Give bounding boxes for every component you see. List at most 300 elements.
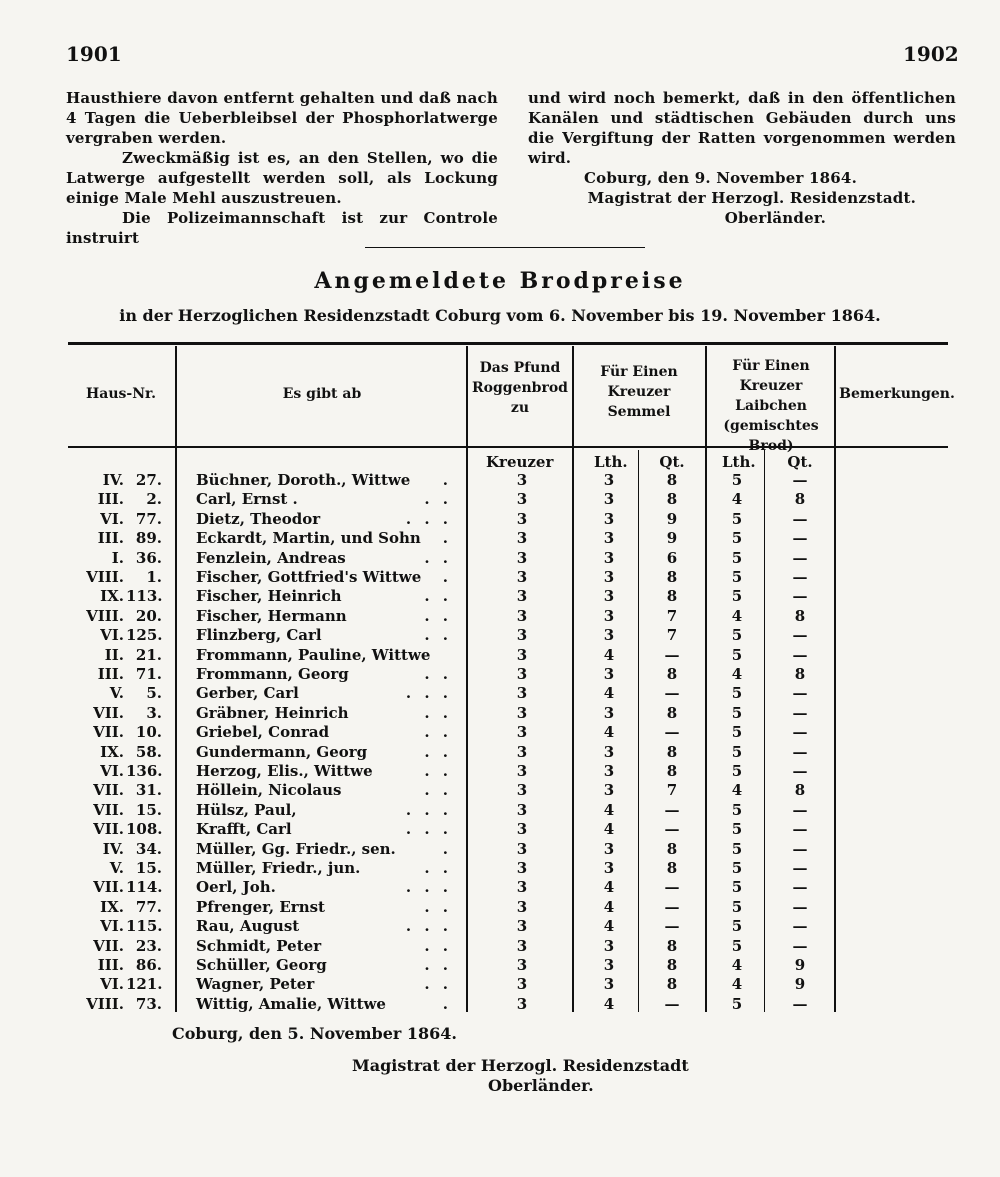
right-column bbox=[528, 88, 956, 228]
laibchen-loth: 5 bbox=[731, 548, 743, 567]
house-quarter: VI. bbox=[100, 762, 124, 780]
house-number: 27. bbox=[135, 471, 162, 489]
table-row bbox=[0, 625, 1000, 645]
leader-dots: . bbox=[442, 529, 452, 548]
house-quarter: VII. bbox=[93, 800, 124, 819]
semmel-quentchen: 8 bbox=[666, 568, 678, 586]
semmel-loth: 4 bbox=[603, 723, 615, 742]
house-number: 15. bbox=[135, 859, 162, 877]
laibchen-quentchen: — bbox=[792, 994, 808, 1013]
laibchen-loth: 4 bbox=[731, 781, 743, 800]
house-number: 108. bbox=[126, 820, 163, 839]
leader-dots: . bbox=[442, 568, 452, 586]
table-row bbox=[0, 800, 1000, 820]
right-place-date: Coburg, den 9. November 1864. bbox=[584, 169, 857, 187]
laibchen-quentchen: — bbox=[792, 703, 808, 722]
laibchen-loth: 5 bbox=[731, 703, 743, 722]
laibchen-quentchen: — bbox=[792, 917, 808, 936]
table-row bbox=[0, 703, 1000, 723]
laibchen-quentchen: — bbox=[792, 839, 808, 858]
table-row bbox=[0, 683, 1000, 703]
house-quarter: VII. bbox=[93, 703, 124, 722]
semmel-quentchen: — bbox=[664, 645, 680, 664]
semmel-quentchen: — bbox=[664, 800, 680, 819]
laibchen-loth: 5 bbox=[731, 684, 743, 703]
semmel-loth: 3 bbox=[603, 703, 615, 722]
laibchen-loth: 5 bbox=[731, 723, 743, 742]
leader-dots: . bbox=[442, 471, 452, 489]
semmel-quentchen: — bbox=[664, 878, 680, 897]
laibchen-loth: 5 bbox=[731, 878, 743, 897]
baker-name: Pfrenger, Ernst bbox=[196, 897, 325, 916]
laibchen-quentchen: — bbox=[792, 878, 808, 897]
rye-price: 3 bbox=[516, 742, 528, 761]
table-row bbox=[0, 858, 1000, 878]
baker-name: Höllein, Nicolaus bbox=[196, 781, 342, 800]
laibchen-quentchen: — bbox=[792, 529, 808, 548]
baker-name: Krafft, Carl bbox=[196, 820, 292, 839]
house-number: 15. bbox=[135, 800, 162, 819]
baker-name: Fischer, Gottfried's Wittwe bbox=[196, 568, 422, 586]
house-quarter: IV. bbox=[102, 839, 124, 858]
rye-price: 3 bbox=[516, 975, 528, 994]
house-number: 21. bbox=[135, 645, 162, 664]
house-number: 2. bbox=[146, 490, 162, 509]
table-row bbox=[0, 509, 1000, 529]
laibchen-quentchen: — bbox=[792, 762, 808, 780]
leader-dots: . . bbox=[424, 781, 452, 800]
header-house-number: Haus-Nr. bbox=[86, 386, 156, 402]
rye-price: 3 bbox=[516, 723, 528, 742]
header-baker: Es gibt ab bbox=[282, 386, 362, 402]
baker-name: Schüller, Georg bbox=[196, 956, 327, 974]
laibchen-quentchen: 9 bbox=[794, 956, 806, 974]
laibchen-loth: 5 bbox=[731, 626, 743, 645]
semmel-quentchen: 8 bbox=[666, 762, 678, 780]
semmel-quentchen: 8 bbox=[666, 471, 678, 489]
laibchen-loth: 5 bbox=[731, 587, 743, 606]
semmel-loth: 3 bbox=[603, 762, 615, 780]
laibchen-loth: 5 bbox=[731, 762, 743, 780]
semmel-quentchen: 8 bbox=[666, 490, 678, 509]
laibchen-quentchen: 8 bbox=[794, 606, 806, 625]
rye-price: 3 bbox=[516, 587, 528, 606]
rye-price: 3 bbox=[516, 859, 528, 877]
section-divider bbox=[365, 247, 645, 248]
house-quarter: VIII. bbox=[86, 568, 124, 586]
semmel-loth: 4 bbox=[603, 820, 615, 839]
baker-name: Frommann, Georg bbox=[196, 665, 349, 683]
baker-name: Carl, Ernst . bbox=[196, 490, 298, 509]
laibchen-quentchen: 8 bbox=[794, 781, 806, 800]
house-number: 77. bbox=[135, 509, 162, 528]
leader-dots: . . bbox=[424, 956, 452, 974]
baker-name: Eckardt, Martin, und Sohn bbox=[196, 529, 421, 548]
house-number: 5. bbox=[146, 684, 162, 703]
right-paragraph-1: und wird noch bemerkt, daß in den öffentlichen Kanälen und städtischen Gebäuden durch uns die Vergiftung der Ratten vorgenommen werden wird. bbox=[528, 89, 956, 167]
house-number: 31. bbox=[135, 781, 162, 800]
house-number: 20. bbox=[135, 606, 162, 625]
semmel-loth: 3 bbox=[603, 742, 615, 761]
rye-price: 3 bbox=[516, 665, 528, 683]
laibchen-quentchen: — bbox=[792, 723, 808, 742]
right-signer: Oberländer. bbox=[724, 209, 826, 227]
house-number: 136. bbox=[126, 762, 163, 780]
house-number: 125. bbox=[126, 626, 163, 645]
baker-name: Flinzberg, Carl bbox=[196, 626, 322, 645]
laibchen-loth: 4 bbox=[731, 606, 743, 625]
rye-price: 3 bbox=[516, 684, 528, 703]
laibchen-quentchen: — bbox=[792, 568, 808, 586]
rye-price: 3 bbox=[516, 839, 528, 858]
baker-name: Fenzlein, Andreas bbox=[196, 548, 346, 567]
house-quarter: VII. bbox=[93, 820, 124, 839]
house-quarter: VII. bbox=[93, 878, 124, 897]
leader-dots: . . . bbox=[405, 800, 452, 819]
header-rye-bread: Das Pfund Roggenbrod zu bbox=[472, 360, 568, 416]
baker-name: Herzog, Elis., Wittwe bbox=[196, 762, 373, 780]
leader-dots: . . bbox=[424, 742, 452, 761]
laibchen-loth: 4 bbox=[731, 665, 743, 683]
table-row bbox=[0, 664, 1000, 684]
header-remarks: Bemerkungen. bbox=[839, 386, 955, 402]
laibchen-quentchen: — bbox=[792, 587, 808, 606]
semmel-loth: 3 bbox=[603, 936, 615, 955]
leader-dots: . bbox=[442, 839, 452, 858]
house-quarter: IV. bbox=[102, 471, 124, 489]
laibchen-quentchen: — bbox=[792, 897, 808, 916]
semmel-loth: 3 bbox=[603, 471, 615, 489]
rye-price: 3 bbox=[516, 568, 528, 586]
baker-name: Gerber, Carl bbox=[196, 684, 299, 703]
laibchen-quentchen: — bbox=[792, 645, 808, 664]
table-row bbox=[0, 974, 1000, 994]
table-row bbox=[0, 819, 1000, 839]
footer-authority: Magistrat der Herzogl. Residenzstadt bbox=[352, 1056, 689, 1075]
rye-price: 3 bbox=[516, 645, 528, 664]
laibchen-loth: 5 bbox=[731, 859, 743, 877]
house-number: 10. bbox=[135, 723, 162, 742]
semmel-loth: 4 bbox=[603, 645, 615, 664]
semmel-loth: 3 bbox=[603, 839, 615, 858]
table-row bbox=[0, 897, 1000, 917]
house-number: 3. bbox=[146, 703, 162, 722]
baker-name: Wittig, Amalie, Wittwe bbox=[196, 994, 386, 1013]
house-quarter: V. bbox=[109, 684, 124, 703]
leader-dots: . . . bbox=[405, 509, 452, 528]
notice-title: Angemeldete Brodpreise bbox=[314, 268, 686, 294]
house-quarter: VI. bbox=[100, 509, 124, 528]
table-row bbox=[0, 548, 1000, 568]
header-laibchen: Für Einen Kreuzer Laibchen (gemischtes Brod) bbox=[723, 358, 819, 454]
house-number: 89. bbox=[135, 529, 162, 548]
leader-dots: . . bbox=[424, 606, 452, 625]
laibchen-loth: 5 bbox=[731, 742, 743, 761]
house-quarter: VI. bbox=[100, 626, 124, 645]
semmel-quentchen: — bbox=[664, 897, 680, 916]
house-quarter: I. bbox=[111, 548, 124, 567]
semmel-quentchen: — bbox=[664, 723, 680, 742]
rye-price: 3 bbox=[516, 897, 528, 916]
house-quarter: III. bbox=[97, 665, 124, 683]
laibchen-loth: 5 bbox=[731, 994, 743, 1013]
laibchen-quentchen: — bbox=[792, 800, 808, 819]
house-number: 121. bbox=[126, 975, 163, 994]
leader-dots: . . bbox=[424, 723, 452, 742]
semmel-quentchen: 6 bbox=[666, 548, 678, 567]
laibchen-quentchen: — bbox=[792, 684, 808, 703]
right-authority: Magistrat der Herzogl. Residenzstadt. bbox=[587, 189, 916, 207]
semmel-quentchen: — bbox=[664, 684, 680, 703]
house-number: 58. bbox=[135, 742, 162, 761]
house-number: 71. bbox=[135, 665, 162, 683]
laibchen-loth: 5 bbox=[731, 509, 743, 528]
semmel-loth: 3 bbox=[603, 859, 615, 877]
house-quarter: III. bbox=[97, 529, 124, 548]
table-top-rule bbox=[68, 342, 948, 345]
laibchen-quentchen: — bbox=[792, 548, 808, 567]
rye-price: 3 bbox=[516, 490, 528, 509]
baker-name: Oerl, Joh. bbox=[196, 878, 276, 897]
house-number: 36. bbox=[135, 548, 162, 567]
laibchen-quentchen: — bbox=[792, 820, 808, 839]
laibchen-quentchen: 8 bbox=[794, 490, 806, 509]
semmel-quentchen: 8 bbox=[666, 665, 678, 683]
left-paragraph-1: Hausthiere davon entfernt gehalten und daß nach 4 Tagen die Ueberbleibsel der Phosphorlatwerge vergraben werden. bbox=[66, 89, 498, 147]
table-row bbox=[0, 586, 1000, 606]
semmel-loth: 3 bbox=[603, 587, 615, 606]
unit-loth-semmel: Lth. bbox=[594, 453, 628, 471]
laibchen-loth: 5 bbox=[731, 645, 743, 664]
unit-quentchen-semmel: Qt. bbox=[659, 453, 685, 471]
baker-name: Hülsz, Paul, bbox=[196, 800, 297, 819]
page-number-left: 1901 bbox=[66, 42, 122, 66]
rye-price: 3 bbox=[516, 762, 528, 780]
laibchen-quentchen: — bbox=[792, 471, 808, 489]
semmel-quentchen: 7 bbox=[666, 781, 678, 800]
house-quarter: VI. bbox=[100, 975, 124, 994]
rye-price: 3 bbox=[516, 703, 528, 722]
house-number: 113. bbox=[126, 587, 163, 606]
house-number: 115. bbox=[126, 917, 163, 936]
table-row bbox=[0, 489, 1000, 509]
laibchen-loth: 4 bbox=[731, 975, 743, 994]
house-quarter: VII. bbox=[93, 723, 124, 742]
table-row bbox=[0, 470, 1000, 490]
semmel-loth: 3 bbox=[603, 975, 615, 994]
semmel-quentchen: 8 bbox=[666, 839, 678, 858]
table-row bbox=[0, 722, 1000, 742]
semmel-loth: 4 bbox=[603, 994, 615, 1013]
laibchen-quentchen: — bbox=[792, 742, 808, 761]
semmel-quentchen: 7 bbox=[666, 626, 678, 645]
baker-name: Gräbner, Heinrich bbox=[196, 703, 349, 722]
rye-price: 3 bbox=[516, 781, 528, 800]
leader-dots: . . bbox=[424, 626, 452, 645]
laibchen-loth: 5 bbox=[731, 529, 743, 548]
laibchen-loth: 4 bbox=[731, 956, 743, 974]
house-number: 86. bbox=[135, 956, 162, 974]
laibchen-quentchen: — bbox=[792, 936, 808, 955]
semmel-quentchen: 8 bbox=[666, 587, 678, 606]
laibchen-loth: 5 bbox=[731, 800, 743, 819]
semmel-loth: 4 bbox=[603, 897, 615, 916]
table-row bbox=[0, 742, 1000, 762]
house-quarter: III. bbox=[97, 956, 124, 974]
rye-price: 3 bbox=[516, 994, 528, 1013]
header-semmel: Für Einen Kreuzer Semmel bbox=[600, 364, 678, 420]
rye-price: 3 bbox=[516, 471, 528, 489]
laibchen-loth: 4 bbox=[731, 490, 743, 509]
leader-dots: . . bbox=[424, 665, 452, 683]
rye-price: 3 bbox=[516, 800, 528, 819]
rye-price: 3 bbox=[516, 529, 528, 548]
unit-row bbox=[0, 452, 1000, 472]
table-row bbox=[0, 877, 1000, 897]
baker-name: Griebel, Conrad bbox=[196, 723, 330, 742]
laibchen-quentchen: 8 bbox=[794, 665, 806, 683]
house-quarter: VIII. bbox=[86, 606, 124, 625]
baker-name: Schmidt, Peter bbox=[196, 936, 322, 955]
left-column bbox=[66, 88, 498, 248]
semmel-loth: 3 bbox=[603, 490, 615, 509]
leader-dots: . . bbox=[424, 587, 452, 606]
semmel-loth: 4 bbox=[603, 917, 615, 936]
house-quarter: VI. bbox=[100, 917, 124, 936]
house-quarter: V. bbox=[109, 859, 124, 877]
page-number-right: 1902 bbox=[903, 42, 959, 66]
baker-name: Dietz, Theodor bbox=[196, 509, 321, 528]
house-number: 77. bbox=[135, 897, 162, 916]
notice-subtitle: in der Herzoglichen Residenzstadt Coburg vom 6. November bis 19. November 1864. bbox=[119, 306, 881, 325]
baker-name: Müller, Gg. Friedr., sen. bbox=[196, 839, 396, 858]
baker-name: Gundermann, Georg bbox=[196, 742, 368, 761]
house-number: 73. bbox=[135, 994, 162, 1013]
house-quarter: VII. bbox=[93, 936, 124, 955]
leader-dots: . . . bbox=[405, 820, 452, 839]
semmel-loth: 3 bbox=[603, 606, 615, 625]
left-paragraph-3: Die Polizeimannschaft ist zur Controle instruirt bbox=[66, 209, 498, 247]
table-row bbox=[0, 916, 1000, 936]
semmel-quentchen: 8 bbox=[666, 742, 678, 761]
leader-dots: . . bbox=[424, 859, 452, 877]
baker-name: Büchner, Doroth., Wittwe bbox=[196, 471, 411, 489]
table-row bbox=[0, 936, 1000, 956]
house-quarter: VIII. bbox=[86, 994, 124, 1013]
rye-price: 3 bbox=[516, 878, 528, 897]
house-quarter: III. bbox=[97, 490, 124, 509]
house-quarter: IX. bbox=[100, 742, 124, 761]
table-row bbox=[0, 839, 1000, 859]
leader-dots: . . bbox=[424, 936, 452, 955]
semmel-loth: 3 bbox=[603, 626, 615, 645]
footer-place-date: Coburg, den 5. November 1864. bbox=[172, 1024, 457, 1043]
laibchen-loth: 5 bbox=[731, 820, 743, 839]
table-row bbox=[0, 994, 1000, 1014]
semmel-quentchen: — bbox=[664, 917, 680, 936]
semmel-loth: 3 bbox=[603, 509, 615, 528]
laibchen-loth: 5 bbox=[731, 936, 743, 955]
unit-quentchen-laibchen: Qt. bbox=[787, 453, 813, 471]
table-row bbox=[0, 955, 1000, 975]
rye-price: 3 bbox=[516, 548, 528, 567]
semmel-quentchen: 8 bbox=[666, 956, 678, 974]
leader-dots: . . . bbox=[405, 684, 452, 703]
laibchen-loth: 5 bbox=[731, 471, 743, 489]
semmel-quentchen: 8 bbox=[666, 936, 678, 955]
semmel-quentchen: — bbox=[664, 820, 680, 839]
baker-name: Frommann, Pauline, Wittwe bbox=[196, 645, 431, 664]
house-number: 114. bbox=[126, 878, 163, 897]
leader-dots: . . bbox=[424, 490, 452, 509]
footer-signer: Oberländer. bbox=[488, 1076, 594, 1095]
semmel-quentchen: 8 bbox=[666, 703, 678, 722]
laibchen-loth: 5 bbox=[731, 839, 743, 858]
laibchen-quentchen: — bbox=[792, 509, 808, 528]
semmel-loth: 3 bbox=[603, 548, 615, 567]
semmel-loth: 3 bbox=[603, 568, 615, 586]
house-number: 23. bbox=[135, 936, 162, 955]
table-row bbox=[0, 645, 1000, 665]
leader-dots: . . . bbox=[405, 917, 452, 936]
unit-kreuzer: Kreuzer bbox=[486, 453, 554, 471]
semmel-quentchen: 7 bbox=[666, 606, 678, 625]
leader-dots: . . . bbox=[405, 878, 452, 897]
semmel-quentchen: 9 bbox=[666, 529, 678, 548]
baker-name: Rau, August bbox=[196, 917, 300, 936]
rye-price: 3 bbox=[516, 626, 528, 645]
semmel-loth: 3 bbox=[603, 781, 615, 800]
left-paragraph-2: Zweckmäßig ist es, an den Stellen, wo die Latwerge aufgestellt werden soll, als Lockung einige Male Mehl auszustreuen. bbox=[66, 149, 498, 207]
house-number: 1. bbox=[146, 568, 162, 586]
rye-price: 3 bbox=[516, 956, 528, 974]
rye-price: 3 bbox=[516, 820, 528, 839]
table-row bbox=[0, 567, 1000, 587]
rye-price: 3 bbox=[516, 606, 528, 625]
baker-name: Fischer, Hermann bbox=[196, 606, 347, 625]
semmel-quentchen: 8 bbox=[666, 859, 678, 877]
laibchen-quentchen: — bbox=[792, 859, 808, 877]
rye-price: 3 bbox=[516, 936, 528, 955]
leader-dots: . . bbox=[424, 703, 452, 722]
semmel-quentchen: 9 bbox=[666, 509, 678, 528]
table-row bbox=[0, 528, 1000, 548]
table-row bbox=[0, 606, 1000, 626]
laibchen-loth: 5 bbox=[731, 917, 743, 936]
semmel-loth: 4 bbox=[603, 684, 615, 703]
unit-loth-laibchen: Lth. bbox=[722, 453, 756, 471]
semmel-quentchen: 8 bbox=[666, 975, 678, 994]
rye-price: 3 bbox=[516, 509, 528, 528]
semmel-loth: 4 bbox=[603, 878, 615, 897]
house-quarter: II. bbox=[104, 645, 124, 664]
leader-dots: . . bbox=[424, 897, 452, 916]
house-number: 34. bbox=[135, 839, 162, 858]
laibchen-quentchen: 9 bbox=[794, 975, 806, 994]
house-quarter: IX. bbox=[100, 897, 124, 916]
leader-dots: . . bbox=[424, 762, 452, 780]
baker-name: Wagner, Peter bbox=[196, 975, 315, 994]
house-quarter: IX. bbox=[100, 587, 124, 606]
table-row bbox=[0, 761, 1000, 781]
semmel-loth: 3 bbox=[603, 529, 615, 548]
leader-dots: . bbox=[442, 994, 452, 1013]
house-quarter: VII. bbox=[93, 781, 124, 800]
baker-name: Müller, Friedr., jun. bbox=[196, 859, 361, 877]
table-row bbox=[0, 780, 1000, 800]
semmel-loth: 3 bbox=[603, 956, 615, 974]
baker-name: Fischer, Heinrich bbox=[196, 587, 342, 606]
